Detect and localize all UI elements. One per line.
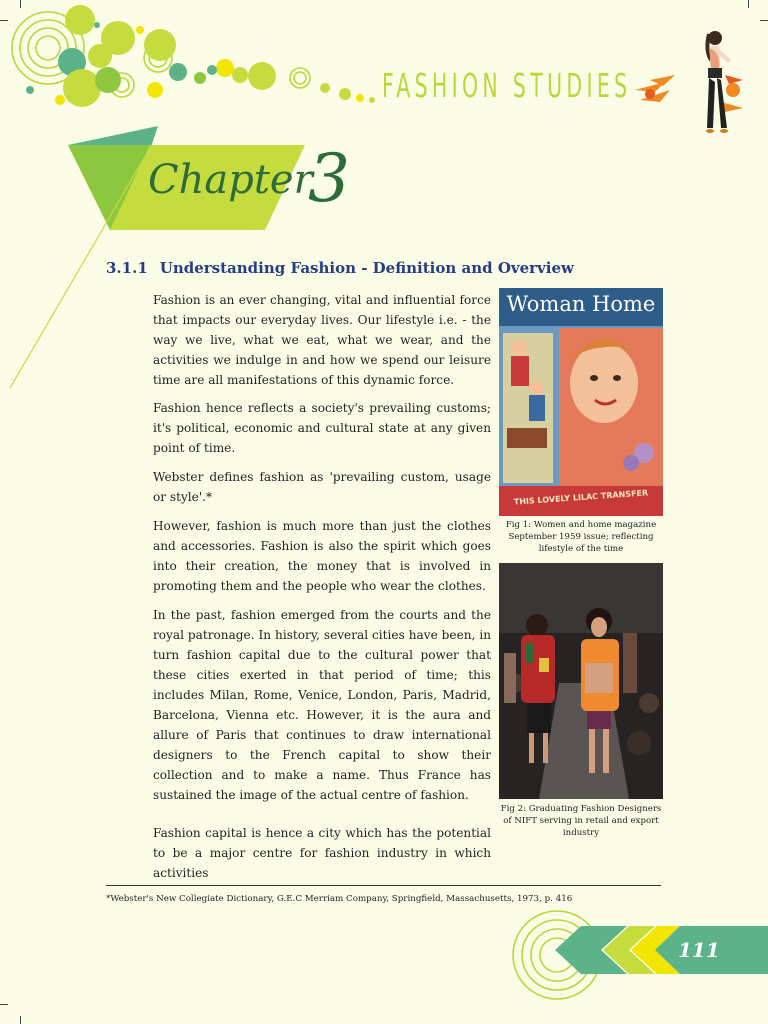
figure-caption: Fig 2: Graduating Fashion Designers of NIFT serving in retail and export industry [500,804,662,838]
footnote-divider [106,885,661,886]
chapter-label: Chapter [148,157,313,203]
chapter-number: 3 [308,140,350,217]
footnote: *Webster's New Collegiate Dictionary, G.E.C Merriam Company, Springfield, Massachusetts, 1973, p. 416 [106,894,573,904]
section-number: 3.1.1 [106,259,148,277]
paragraph: However, fashion is much more than just the clothes and accessories. Fashion is also the spirit which goes into their creation, the money that is involved in promoting them and the people who wear the clothes. [153,519,491,593]
section-heading [106,259,574,277]
header-circles-decoration [0,0,380,120]
runway-photo-art [499,563,663,799]
page-number: 111 [678,938,720,962]
crop-mark [748,0,749,8]
fashion-model-illustration [625,20,745,145]
paragraph: Fashion hence reflects a society's prevailing customs; it's political, economic and cultural state at any given point of time. [153,401,491,455]
paragraph: Fashion capital is hence a city which has the potential to be a major centre for fashion industry in which activities [153,826,491,880]
crop-mark [0,1004,8,1005]
crop-mark [760,20,768,21]
running-header-title: FASHION STUDIES [382,66,632,105]
figure-runway-photo [499,563,663,799]
magazine-cover-art [499,288,663,516]
figure-magazine-cover [499,288,663,516]
crop-mark [20,1016,21,1024]
magazine-title: Woman Home [506,292,656,316]
magazine-banner: THIS LOVELY LILAC TRANSFER [513,488,649,507]
paragraph: Fashion is an ever changing, vital and influential force that impacts our everyday lives. Our lifestyle i.e. - the way we live, what we eat, what we wear, and the activities we indulge in and how we spend our leisure time are all manifestations of this dynamic force. [153,293,491,387]
footer-decoration [505,905,768,1024]
section-title: Understanding Fashion - Definition and Overview [159,259,574,277]
figure-caption: Fig 1: Women and home magazine September 1959 issue; reflecting lifestyle of the time [505,520,657,554]
paragraph: Webster defines fashion as 'prevailing custom, usage or style'.* [153,470,491,504]
paragraph: In the past, fashion emerged from the courts and the royal patronage. In history, several cities have been, in turn fashion capital due to the cultural power that these cities exerted in that period of time; this includes Milan, Rome, Venice, London, Paris, Madrid, Barcelona, Vienna etc. However, it is the aura and allure of Paris that continues to draw international designers to the French capital to show their collection and to make a name. Thus France has sustained the image of the actual centre of fashion. [153,608,491,802]
